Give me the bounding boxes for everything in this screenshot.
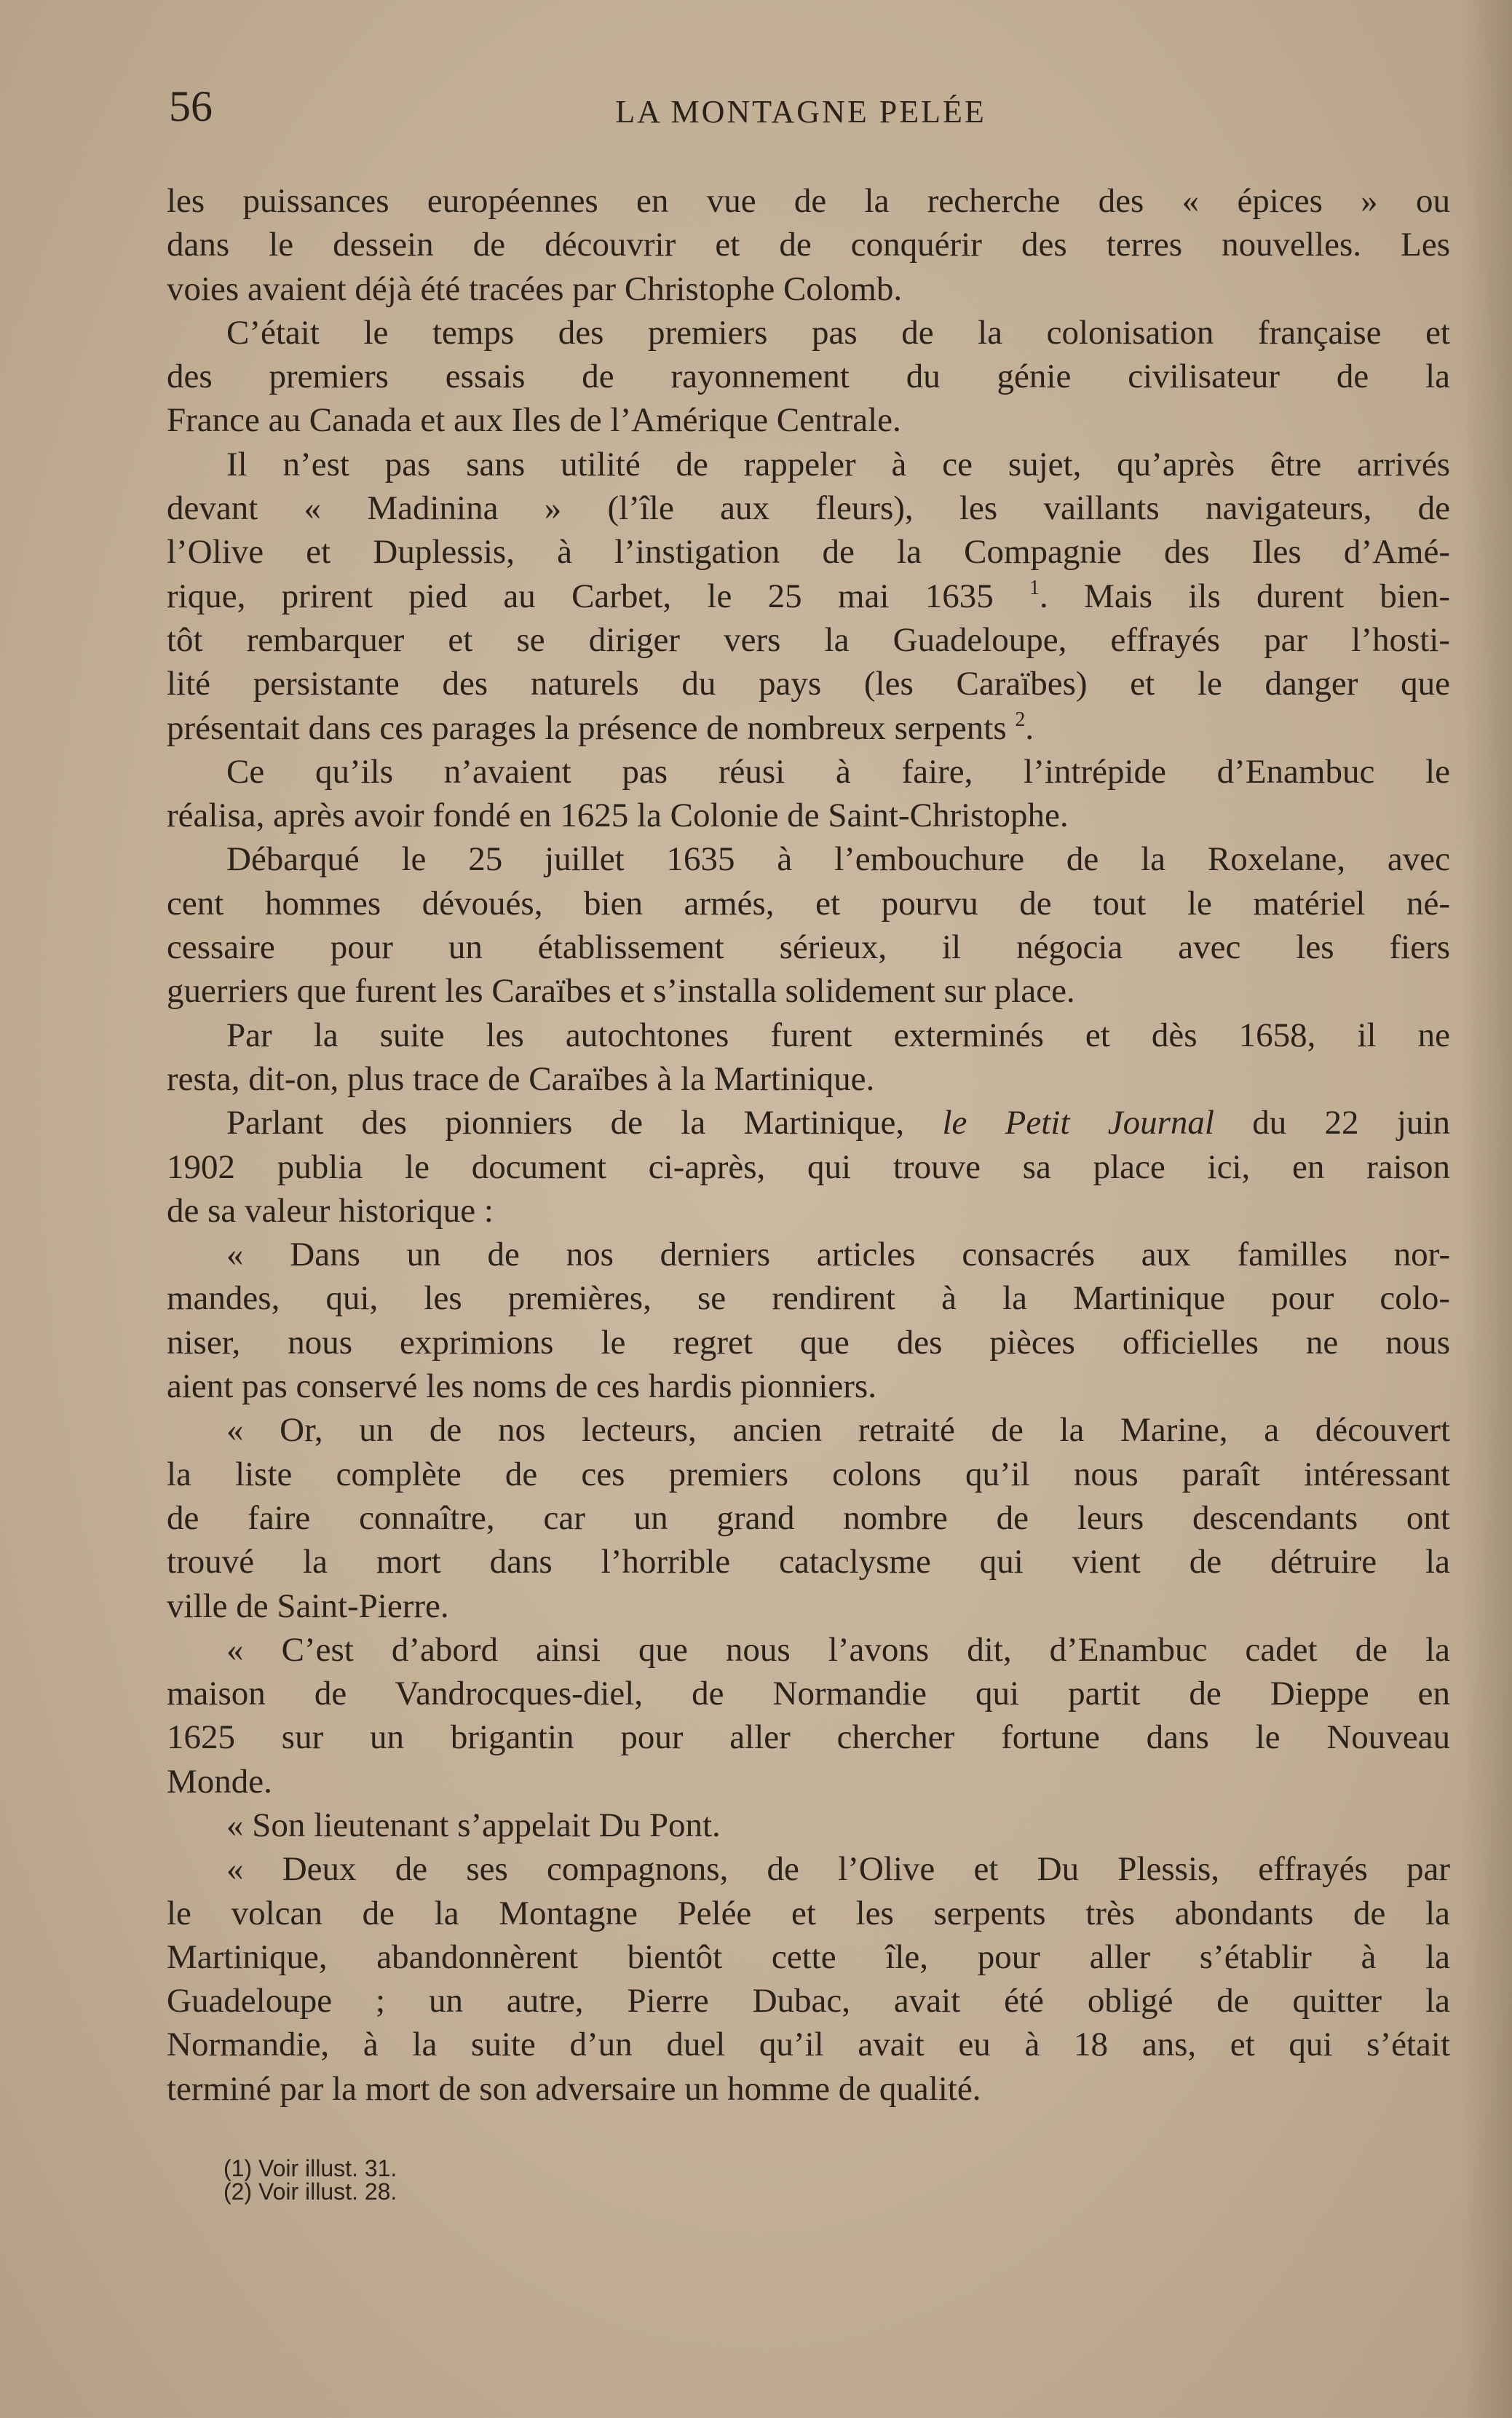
text-segment: guerriers que furent les Caraïbes et s’installa solidement sur place.	[167, 972, 1075, 1011]
footnote-2: (2) Voir illust. 28.	[223, 2178, 397, 2205]
text-segment: Monde.	[167, 1762, 272, 1801]
text-segment: devant « Madinina » (l’île aux fleurs), les vaillants navigateurs, de	[167, 489, 1450, 528]
text-segment: Ce qu’ils n’avaient pas réusi à faire, l’intrépide d’Enambuc le	[226, 752, 1450, 791]
text-segment: C’était le temps des premiers pas de la colonisation française et	[226, 313, 1450, 352]
text-segment: aient pas conservé les noms de ces hardis pionniers.	[167, 1367, 876, 1406]
text-line	[167, 1584, 1450, 1628]
text-segment: « Deux de ses compagnons, de l’Olive et Du Plessis, effrayés par	[226, 1850, 1450, 1889]
text-segment: tôt rembarquer et se diriger vers la Guadeloupe, effrayés par l’hosti-	[167, 620, 1450, 659]
text-segment: voies avaient déjà été tracées par Christophe Colomb.	[167, 269, 903, 308]
text-line	[167, 1101, 1450, 1145]
text-line	[167, 574, 1450, 618]
paragraph	[167, 179, 1450, 311]
text-segment: de faire connaître, car un grand nombre de leurs descendants ont	[167, 1498, 1450, 1537]
text-line	[167, 530, 1450, 574]
text-segment: rique, prirent pied au Carbet, le 25 mai 1635	[167, 577, 1029, 615]
paragraph	[167, 750, 1450, 838]
text-segment: lité persistante des naturels du pays (les Caraïbes) et le danger que	[167, 665, 1450, 703]
text-segment: . Mais ils durent bien-	[1040, 577, 1450, 615]
text-line	[167, 1935, 1450, 1979]
text-line	[167, 1321, 1450, 1364]
text-segment: dans le dessein de découvrir et de conquérir des terres nouvelles. Les	[167, 226, 1450, 264]
text-line	[167, 1979, 1450, 2023]
text-line	[167, 1014, 1450, 1057]
text-line	[167, 1145, 1450, 1189]
paragraph	[167, 1233, 1450, 1408]
text-segment: Parlant des pionniers de la Martinique,	[226, 1104, 943, 1142]
text-segment: cessaire pour un établissement sérieux, il négocia avec les fiers	[167, 928, 1450, 967]
text-segment: France au Canada et aux Iles de l’Amérique Centrale.	[167, 401, 901, 440]
text-segment: « C’est d’abord ainsi que nous l’avons dit, d’Enambuc cadet de la	[226, 1630, 1450, 1669]
text-segment: Par la suite les autochtones furent exterminés et dès 1658, il ne	[226, 1016, 1450, 1054]
paragraph	[167, 1847, 1450, 2111]
text-segment: cent hommes dévoués, bien armés, et pourvu de tout le matériel né-	[167, 884, 1450, 922]
italic-title: le Petit Journal	[942, 1104, 1214, 1142]
text-segment: 1902 publia le document ci-après, qui trouve sa place ici, en raison	[167, 1147, 1450, 1186]
text-segment: Normandie, à la suite d’un duel qu’il avait eu à 18 ans, et qui s’était	[167, 2026, 1450, 2064]
text-line	[167, 355, 1450, 398]
text-line	[167, 925, 1450, 969]
text-segment: Guadeloupe ; un autre, Pierre Dubac, avait été obligé de quitter la	[167, 1982, 1450, 2020]
text-line	[167, 2067, 1450, 2111]
text-segment: réalisa, après avoir fondé en 1625 la Colonie de Saint-Christophe.	[167, 797, 1069, 835]
paragraph	[167, 1014, 1450, 1102]
text-line	[167, 1189, 1450, 1233]
footnote-ref: 1	[1029, 576, 1040, 599]
text-segment: le volcan de la Montagne Pelée et les serpents très abondants de la	[167, 1894, 1450, 1932]
text-line	[167, 267, 1450, 311]
text-line	[167, 794, 1450, 837]
paragraph	[167, 837, 1450, 1013]
text-line	[167, 311, 1450, 355]
text-segment: terminé par la mort de son adversaire un homme de qualité.	[167, 2069, 981, 2108]
footnote-1: (1) Voir illust. 31.	[223, 2155, 397, 2181]
text-line	[167, 837, 1450, 881]
text-line	[167, 2023, 1450, 2066]
text-line	[167, 179, 1450, 223]
text-segment: Débarqué le 25 juillet 1635 à l’embouchure de la Roxelane, avec	[226, 840, 1450, 879]
paragraph	[167, 1628, 1450, 1803]
text-line	[167, 1847, 1450, 1891]
paragraph	[167, 443, 1450, 750]
text-line	[167, 1276, 1450, 1320]
text-segment: 1625 sur un brigantin pour aller chercher fortune dans le Nouveau	[167, 1718, 1450, 1757]
text-segment: l’Olive et Duplessis, à l’instigation de la Compagnie des Iles d’Amé-	[167, 533, 1450, 572]
text-segment: des premiers essais de rayonnement du génie civilisateur de la	[167, 357, 1450, 396]
text-segment: maison de Vandrocques-diel, de Normandie qui partit de Dieppe en	[167, 1675, 1450, 1713]
text-segment: de sa valeur historique :	[167, 1191, 494, 1230]
footnote-ref: 2	[1015, 708, 1026, 731]
text-line	[167, 1892, 1450, 1935]
text-line	[167, 750, 1450, 794]
text-line	[167, 1453, 1450, 1496]
footnotes	[223, 2157, 397, 2203]
text-line	[167, 1057, 1450, 1101]
text-line	[167, 398, 1450, 442]
text-segment: du 22 juin	[1214, 1104, 1450, 1142]
text-segment: Il n’est pas sans utilité de rappeler à ce sujet, qu’après être arrivés	[226, 445, 1450, 483]
text-line	[167, 618, 1450, 662]
text-line	[167, 1364, 1450, 1408]
text-line	[167, 443, 1450, 486]
paragraph	[167, 311, 1450, 443]
text-line	[167, 706, 1450, 750]
text-line	[167, 969, 1450, 1013]
text-line	[167, 1760, 1450, 1803]
text-line	[167, 486, 1450, 530]
text-line	[167, 1628, 1450, 1672]
text-segment: .	[1025, 708, 1034, 747]
text-segment: resta, dit-on, plus trace de Caraïbes à la Martinique.	[167, 1059, 875, 1098]
page-edge-shadow	[1461, 0, 1512, 2418]
text-segment: trouvé la mort dans l’horrible cataclysme qui vient de détruire la	[167, 1543, 1450, 1581]
text-line	[167, 1496, 1450, 1540]
text-segment: présentait dans ces parages la présence de nombreux serpents	[167, 708, 1016, 747]
text-line	[167, 882, 1450, 925]
text-segment: ville de Saint-Pierre.	[167, 1587, 449, 1625]
text-segment: « Son lieutenant s’appelait Du Pont.	[226, 1806, 721, 1844]
text-segment: « Or, un de nos lecteurs, ancien retraité de la Marine, a découvert	[226, 1411, 1450, 1450]
text-segment: « Dans un de nos derniers articles consacrés aux familles nor-	[226, 1236, 1450, 1274]
text-segment: mandes, qui, les premières, se rendirent à la Martinique pour colo-	[167, 1279, 1450, 1318]
text-segment: Martinique, abandonnèrent bientôt cette île, pour aller s’établir à la	[167, 1937, 1450, 1976]
text-segment: les puissances européennes en vue de la recherche des « épices » ou	[167, 182, 1450, 220]
paragraph	[167, 1408, 1450, 1627]
text-line	[167, 223, 1450, 266]
paragraph	[167, 1803, 1450, 1847]
body-text	[167, 179, 1450, 2111]
running-title: LA MONTAGNE PELÉE	[615, 94, 986, 130]
text-line	[167, 1408, 1450, 1452]
paragraph	[167, 1101, 1450, 1233]
text-line	[167, 1715, 1450, 1759]
page-number: 56	[169, 82, 213, 130]
text-segment: la liste complète de ces premiers colons qu’il nous paraît intéressant	[167, 1455, 1450, 1493]
text-segment: niser, nous exprimions le regret que des pièces officielles ne nous	[167, 1323, 1450, 1362]
text-line	[167, 662, 1450, 706]
text-line	[167, 1540, 1450, 1584]
text-line	[167, 1233, 1450, 1276]
text-line	[167, 1803, 1450, 1847]
text-line	[167, 1672, 1450, 1715]
